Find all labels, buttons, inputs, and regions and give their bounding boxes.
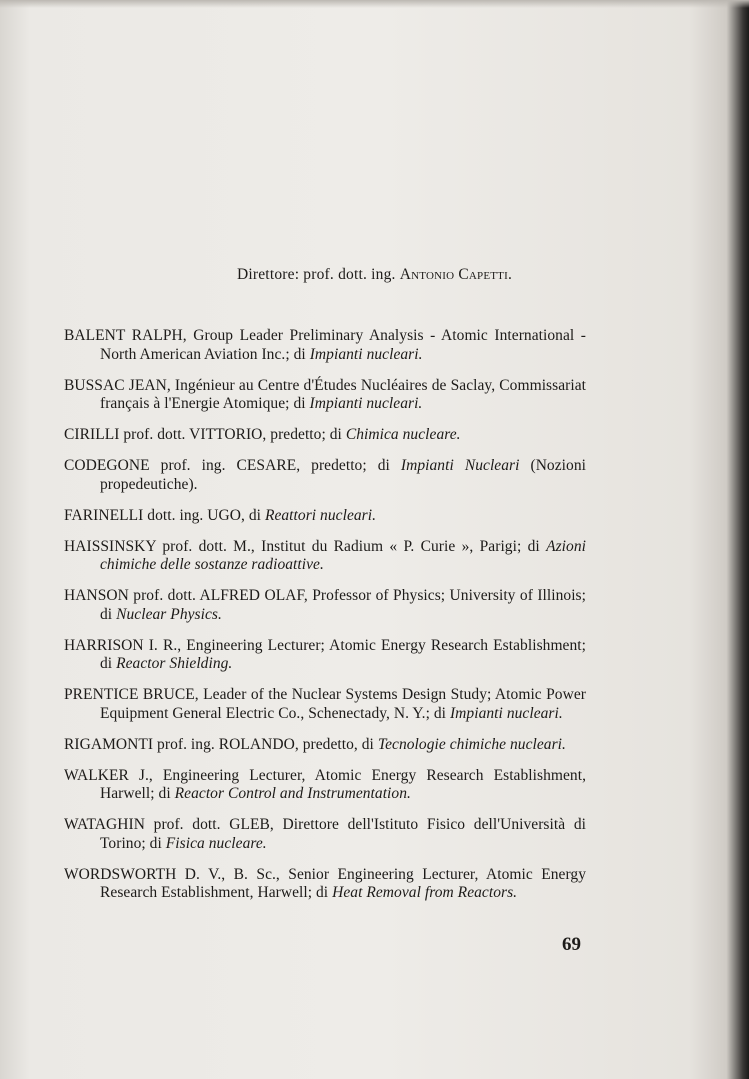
entry-text: BUSSAC JEAN, Ingénieur au Centre d'Études Nucléaires de Saclay, Commissariat français à l'Energie Atomique; di bbox=[64, 376, 586, 412]
entry-text: HARRISON I. R., Engineering Lecturer; Atomic Energy Research Establishment; di bbox=[64, 636, 586, 672]
faculty-entry bbox=[64, 866, 586, 903]
faculty-entry bbox=[64, 507, 586, 526]
entry-course: Impianti nucleari. bbox=[449, 704, 563, 722]
page-edge-shadow bbox=[0, 0, 749, 8]
entry-course: Impianti Nucleari bbox=[400, 457, 520, 474]
entry-course: Azioni chimiche delle sostanze radioattive. bbox=[100, 537, 586, 573]
entry-text: HANSON prof. dott. ALFRED OLAF, Professor of Physics; University of Illinois; di bbox=[64, 587, 586, 623]
entry-course: Impianti nucleari. bbox=[309, 395, 423, 412]
entry-text: PRENTICE BRUCE, Leader of the Nuclear Systems Design Study; Atomic Power Equipment General Electric Co., Schenectady, N. Y.; di bbox=[64, 686, 586, 722]
entry-course: Reattori nucleari. bbox=[264, 506, 377, 524]
entry-text: FARINELLI dott. ing. UGO, di bbox=[64, 506, 265, 524]
faculty-entry bbox=[64, 377, 586, 414]
entry-text: HAISSINSKY prof. dott. M., Institut du Radium « P. Curie », Parigi; di bbox=[64, 537, 547, 555]
entry-text: BALENT RALPH, Group Leader Preliminary Analysis - Atomic International - North American Aviation Inc.; di bbox=[64, 327, 586, 363]
entry-text: WORDSWORTH D. V., B. Sc., Senior Engineering Lecturer, Atomic Energy Research Establishment, Harwell; di bbox=[64, 865, 586, 901]
faculty-entry bbox=[64, 736, 586, 755]
entry-course: Fisica nucleare. bbox=[165, 834, 267, 852]
entry-text: WALKER J., Engineering Lecturer, Atomic Energy Research Establishment, Harwell; di bbox=[64, 766, 586, 802]
director-prefix: Direttore: prof. dott. ing. bbox=[236, 266, 396, 283]
entry-text: CIRILLI prof. dott. VITTORIO, predetto; di bbox=[64, 426, 346, 443]
faculty-entry bbox=[64, 767, 586, 804]
entry-course: Reactor Shielding. bbox=[116, 655, 233, 672]
faculty-entry bbox=[64, 457, 586, 494]
faculty-list bbox=[64, 327, 586, 915]
entry-course: Impianti nucleari. bbox=[309, 345, 423, 363]
faculty-entry bbox=[64, 538, 586, 575]
director-name: Antonio Capetti. bbox=[399, 266, 513, 283]
faculty-entry bbox=[64, 327, 586, 364]
faculty-entry bbox=[64, 686, 586, 723]
entry-suffix: (Nozioni propedeutiche). bbox=[100, 457, 586, 493]
faculty-entry bbox=[64, 426, 586, 445]
entry-course: Tecnologie chimiche nucleari. bbox=[377, 735, 566, 753]
faculty-entry bbox=[64, 637, 586, 674]
entry-text: RIGAMONTI prof. ing. ROLANDO, predetto, di bbox=[64, 735, 378, 753]
show-through-heading bbox=[200, 90, 580, 120]
entry-text: WATAGHIN prof. dott. GLEB, Direttore dell'Istituto Fisico dell'Università di Torino; di bbox=[64, 816, 586, 852]
entry-course: Reactor Control and Instrumentation. bbox=[174, 785, 411, 802]
entry-course: Chimica nucleare. bbox=[345, 426, 461, 443]
director-line bbox=[0, 266, 749, 284]
faculty-entry bbox=[64, 587, 586, 624]
page-number: 69 bbox=[562, 934, 581, 955]
entry-course: Nuclear Physics. bbox=[116, 605, 222, 623]
entry-course: Heat Removal from Reactors. bbox=[332, 884, 518, 901]
faculty-entry bbox=[64, 816, 586, 853]
entry-text: CODEGONE prof. ing. CESARE, predetto; di bbox=[64, 457, 401, 474]
